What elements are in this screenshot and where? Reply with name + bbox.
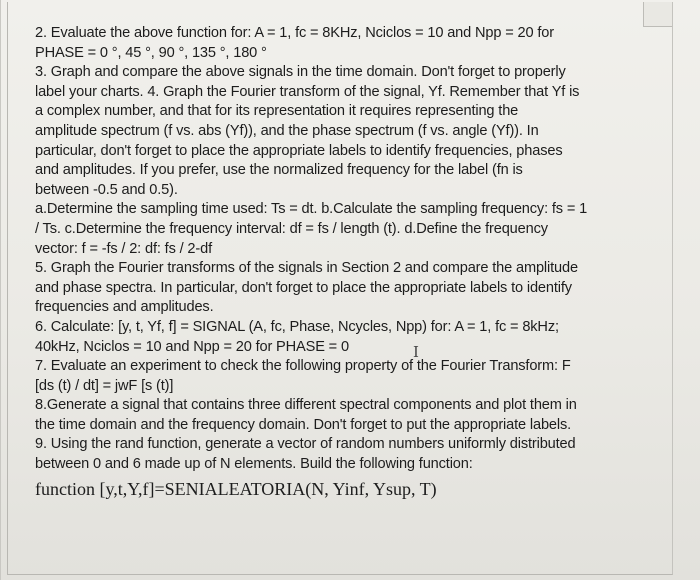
text-line: PHASE = 0 °, 45 °, 90 °, 135 °, 180 ° (35, 44, 267, 61)
text-line: frequencies and amplitudes. (35, 299, 214, 316)
function-signature: function [y,t,Y,f]=SENIALEATORIA(N, Yinf, Ysup, T) (35, 478, 437, 499)
text-line: vector: f = -fs / 2: df: fs / 2-df (35, 240, 212, 257)
text-line: the time domain and the frequency domain. Don't forget to put the appropriate labels. (35, 416, 572, 433)
text-line: 3. Graph and compare the above signals in the time domain. Don't forget to properly (35, 64, 566, 81)
text-line: particular, don't forget to place the appropriate labels to identify frequencies, phases (35, 142, 563, 159)
text-line: 8.Generate a signal that contains three different spectral components and plot them in (35, 397, 577, 414)
text-line: 5. Graph the Fourier transforms of the signals in Section 2 and compare the amplitude (35, 260, 578, 277)
assignment-text (35, 24, 675, 501)
text-line: between 0 and 6 made up of N elements. Build the following function: (35, 456, 473, 473)
text-line: 9. Using the rand function, generate a vector of random numbers uniformly distributed (35, 436, 576, 453)
text-line: 2. Evaluate the above function for: A = 1, fc = 8KHz, Nciclos = 10 and Npp = 20 for (35, 25, 554, 41)
text-line: / Ts. c.Determine the frequency interval: df = fs / length (t). d.Define the frequency (35, 220, 548, 237)
text-line: and phase spectra. In particular, don't forget to place the appropriate labels to identify (35, 279, 572, 296)
text-line: label your charts. 4. Graph the Fourier transform of the signal, Yf. Remember that Yf is (35, 83, 580, 100)
text-line: 7. Evaluate an experiment to check the following property of the Fourier Transform: F (35, 358, 571, 375)
text-line: 6. Calculate: [y, t, Yf, f] = SIGNAL (A, fc, Phase, Ncycles, Npp) for: A = 1, fc = 8kHz; (35, 318, 559, 335)
text-line: 40kHz, Nciclos = 10 and Npp = 20 for PHASE = 0 (35, 338, 349, 355)
text-line: a complex number, and that for its representation it requires representing the (35, 103, 519, 120)
text-line: [ds (t) / dt] = jwF [s (t)] (35, 377, 174, 394)
text-line: a.Determine the sampling time used: Ts = dt. b.Calculate the sampling frequency: fs = 1 (35, 201, 588, 218)
text-cursor-icon: I (413, 343, 419, 361)
text-line: between -0.5 and 0.5). (35, 181, 178, 198)
text-line: amplitude spectrum (f vs. abs (Yf)), and the phase spectrum (f vs. angle (Yf)). In (35, 122, 539, 139)
text-line: and amplitudes. If you prefer, use the normalized frequency for the label (fn is (35, 162, 523, 179)
